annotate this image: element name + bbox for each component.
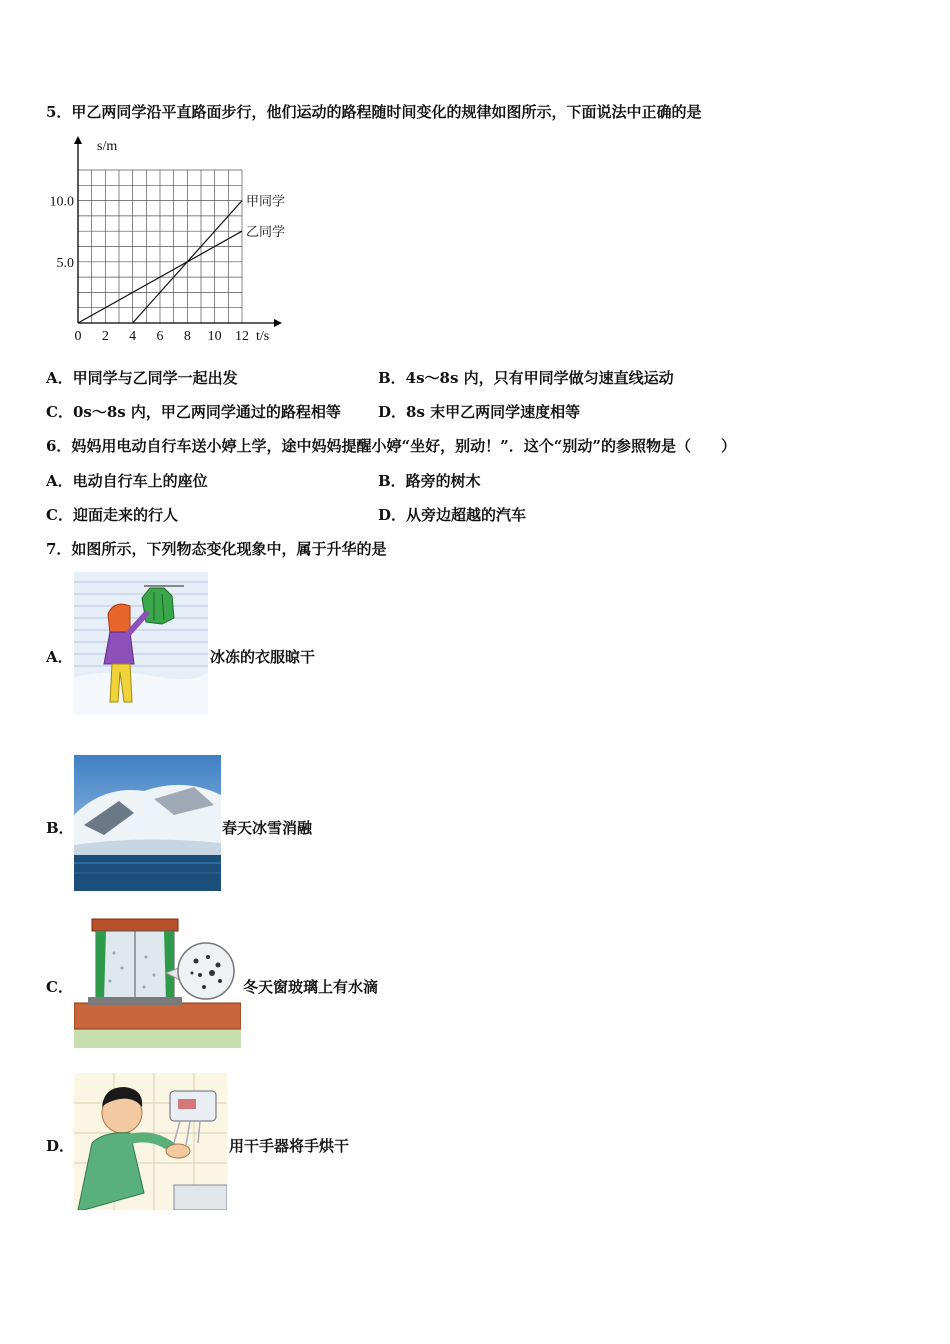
chart-grid	[78, 170, 242, 323]
q7-option-c-label[interactable]: C．	[46, 978, 73, 996]
q6-option-d[interactable]: D．从旁边超越的汽车	[378, 506, 527, 524]
x-tick-label: 0	[74, 329, 82, 344]
q7-image-hand-dryer[interactable]	[74, 1073, 227, 1210]
series-label-jia: 甲同学	[246, 193, 286, 209]
q7-option-d-caption: 用干手器将手烘干	[229, 1137, 350, 1155]
q5-option-a[interactable]: A．甲同学与乙同学一起出发	[46, 369, 238, 387]
y-tick-label: 5.0	[56, 255, 74, 271]
q7-image-melting-snow[interactable]	[74, 755, 221, 891]
q7-image-window-droplets[interactable]	[74, 913, 241, 1048]
q5-option-c[interactable]: C．0s～8s 内，甲乙两同学通过的路程相等	[46, 403, 341, 421]
q7-option-c-caption: 冬天窗玻璃上有水滴	[243, 978, 379, 996]
x-axis-label: t/s	[256, 329, 270, 344]
y-tick-label: 10.0	[49, 194, 74, 210]
q7-option-b-label[interactable]: B．	[46, 819, 74, 837]
q7-option-b-caption: 春天冰雪消融	[222, 819, 313, 837]
q7-option-a-caption: 冰冻的衣服晾干	[210, 648, 316, 666]
x-axis-arrow	[274, 319, 282, 327]
q5-option-b[interactable]: B．4s～8s 内，只有甲同学做匀速直线运动	[378, 369, 674, 387]
q5-distance-time-chart	[40, 130, 310, 355]
series-label-yi: 乙同学	[246, 224, 286, 240]
x-tick-label: 10	[207, 329, 222, 344]
q7-image-frozen-clothes[interactable]	[74, 572, 208, 715]
x-tick-label: 8	[183, 329, 191, 344]
q7-option-d-label[interactable]: D．	[46, 1137, 75, 1155]
y-axis-arrow	[74, 136, 82, 144]
q6-option-b[interactable]: B．路旁的树木	[378, 472, 481, 490]
y-axis-label: s/m	[97, 139, 118, 154]
q7-option-a-label[interactable]: A．	[46, 648, 73, 666]
x-tick-label: 4	[129, 329, 137, 344]
x-tick-label: 12	[235, 329, 249, 344]
q6-option-a[interactable]: A．电动自行车上的座位	[46, 472, 208, 490]
x-tick-label: 2	[101, 329, 109, 344]
q5-stem: 5．甲乙两同学沿平直路面步行，他们运动的路程随时间变化的规律如图所示，下面说法中正确的是	[46, 103, 702, 121]
q6-stem: 6．妈妈用电动自行车送小婷上学，途中妈妈提醒小婷“坐好，别动！”．这个“别动”的参照物是（ ）	[46, 437, 736, 455]
q5-option-d[interactable]: D．8s 末甲乙两同学速度相等	[378, 403, 581, 421]
q6-option-c[interactable]: C．迎面走来的行人	[46, 506, 178, 524]
q7-stem: 7．如图所示，下列物态变化现象中，属于升华的是	[46, 540, 387, 558]
x-tick-label: 6	[156, 329, 164, 344]
